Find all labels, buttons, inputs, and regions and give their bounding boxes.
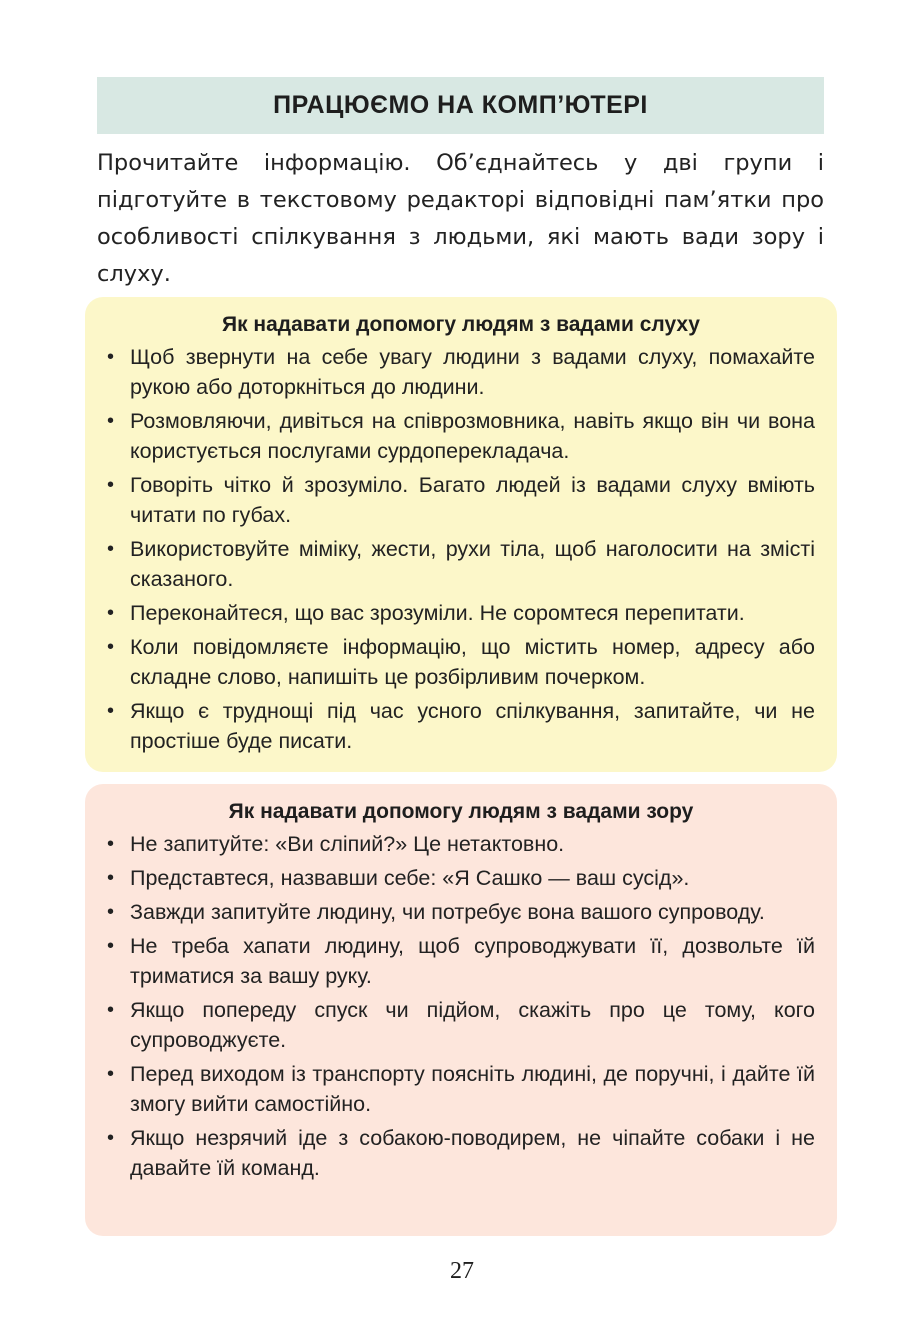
bullet-icon: • [107, 602, 115, 624]
hearing-box-title: Як надавати допомогу людям з вадами слуху [221, 313, 700, 336]
section-title: ПРАЦЮЄМО НА КОМП’ЮТЕРІ [273, 91, 648, 119]
bullet-icon: • [107, 935, 115, 957]
list-item-text: Не запитуйте: «Ви сліпий?» Це нетактовно. [130, 832, 565, 856]
list-item-text: Не треба хапати людину, щоб супроводжувати її, дозвольте їй триматися за вашу руку. [130, 934, 815, 988]
list-item-text: Перед виходом із транспорту поясніть людині, де поручні, і дайте їй змогу вийти самостійно. [130, 1062, 815, 1116]
bullet-icon: • [107, 700, 115, 722]
list-item-text: Щоб звернути на себе увагу людини з вадами слуху, помахайте рукою або доторкніться до людини. [130, 345, 815, 399]
list-item [107, 829, 815, 859]
list-item [107, 863, 815, 893]
list-item [107, 598, 815, 628]
list-item-text: Якщо є труднощі під час усного спілкування, запитайте, чи не простіше буде писати. [130, 699, 815, 753]
bullet-icon: • [107, 636, 115, 658]
list-item-text: Якщо попереду спуск чи підйом, скажіть про це тому, кого супроводжуєте. [130, 998, 815, 1052]
list-item [107, 696, 815, 756]
bullet-icon: • [107, 833, 115, 855]
bullet-icon: • [107, 538, 115, 560]
bullet-icon: • [107, 901, 115, 923]
hearing-help-box [85, 297, 837, 772]
intro-paragraph: Прочитайте інформацію. Об’єднайтесь у дві групи і підготуйте в текстовому редакторі відповідні пам’ятки про особливості спілкування з людьми, які мають вади зору і слуху. [97, 150, 824, 287]
list-item-text: Говоріть чітко й зрозуміло. Багато людей із вадами слуху вміють читати по губах. [130, 473, 815, 527]
list-item [107, 342, 815, 402]
list-item-text: Представтеся, назвавши себе: «Я Сашко — ваш сусід». [130, 866, 690, 890]
list-item-text: Використовуйте міміку, жести, рухи тіла, щоб наголосити на змісті сказаного. [130, 537, 815, 591]
list-item [107, 897, 815, 927]
list-item-text: Якщо незрячий іде з собакою-поводирем, не чіпайте собаки і не давайте їй команд. [130, 1126, 815, 1180]
list-item [107, 470, 815, 530]
list-item [107, 534, 815, 594]
list-item [107, 406, 815, 466]
list-item-text: Завжди запитуйте людину, чи потребує вона вашого супроводу. [130, 900, 765, 924]
hearing-tips-list [107, 342, 815, 756]
bullet-icon: • [107, 1127, 115, 1149]
section-header [97, 77, 824, 134]
vision-box-title: Як надавати допомогу людям з вадами зору [228, 800, 694, 823]
bullet-icon: • [107, 1063, 115, 1085]
list-item [107, 931, 815, 991]
list-item [107, 1059, 815, 1119]
list-item [107, 1123, 815, 1183]
page-number: 27 [450, 1258, 474, 1284]
list-item-text: Розмовляючи, дивіться на співрозмовника, навіть якщо він чи вона користується послугами сурдоперекладача. [130, 409, 815, 463]
list-item [107, 632, 815, 692]
bullet-icon: • [107, 346, 115, 368]
bullet-icon: • [107, 999, 115, 1021]
list-item [107, 995, 815, 1055]
list-item-text: Переконайтеся, що вас зрозуміли. Не соромтеся перепитати. [130, 601, 745, 625]
vision-help-box [85, 784, 837, 1236]
bullet-icon: • [107, 410, 115, 432]
list-item-text: Коли повідомляєте інформацію, що містить номер, адресу або складне слово, напишіть це розбірливим почерком. [130, 635, 815, 689]
bullet-icon: • [107, 474, 115, 496]
vision-tips-list [107, 829, 815, 1183]
bullet-icon: • [107, 867, 115, 889]
